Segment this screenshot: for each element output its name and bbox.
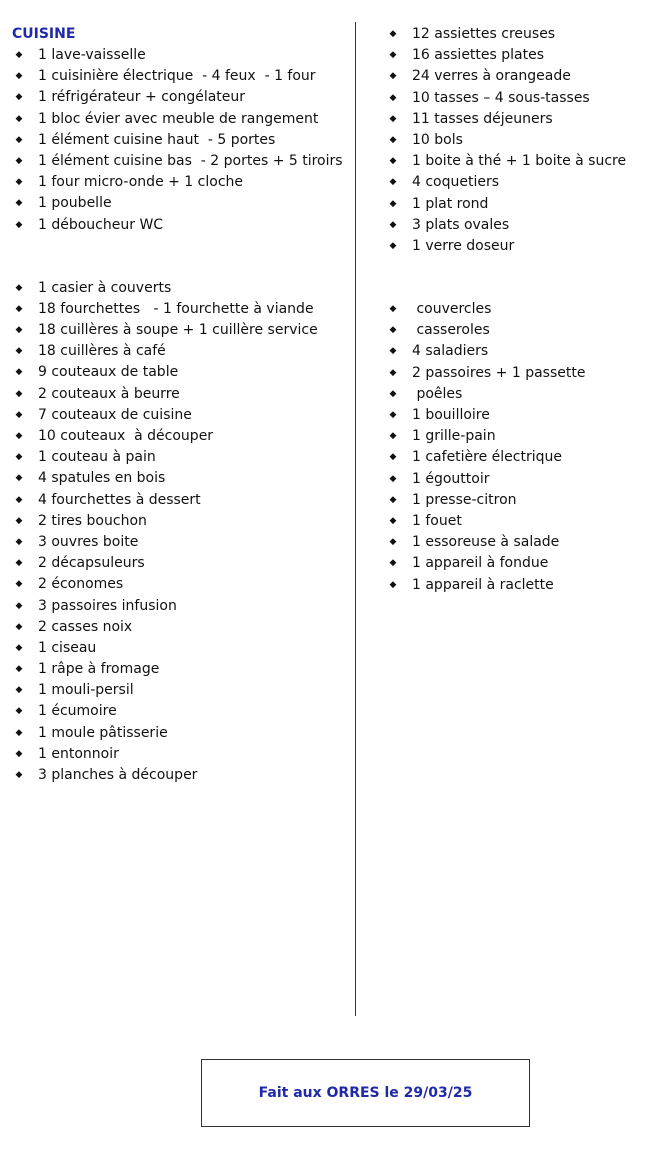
list-item: [12, 659, 352, 680]
bullet-icon: ◆: [15, 558, 23, 569]
list-item: [12, 45, 352, 66]
bullet-icon: ◆: [389, 431, 397, 442]
bullet-icon: ◆: [389, 177, 397, 188]
bullet-icon: ◆: [389, 388, 397, 399]
bullet-icon: ◆: [389, 325, 397, 336]
list-cookware: [386, 299, 656, 596]
bullet-icon: ◆: [389, 473, 397, 484]
list-item: [386, 24, 656, 45]
item-text: 18 cuillères à soupe + 1 cuillère service: [38, 322, 318, 339]
item-text: 7 couteaux de cuisine: [38, 406, 192, 423]
item-text: 3 planches à découper: [38, 767, 198, 783]
bullet-icon: ◆: [389, 92, 397, 103]
item-text: 1 mouli-persil: [38, 682, 134, 699]
list-item: [12, 66, 352, 87]
list-utensils: [12, 278, 352, 787]
list-gap: [12, 236, 352, 278]
bullet-icon: ◆: [389, 452, 397, 463]
bullet-icon: ◆: [15, 325, 23, 336]
list-item: [12, 405, 352, 426]
item-text: 1 poubelle: [38, 195, 112, 212]
item-text: 4 fourchettes à dessert: [38, 491, 201, 508]
bullet-icon: ◆: [15, 452, 23, 463]
right-column: [386, 24, 656, 596]
bullet-icon: ◆: [15, 685, 23, 696]
bullet-icon: ◆: [15, 409, 23, 420]
bullet-icon: ◆: [389, 156, 397, 167]
bullet-icon: ◆: [15, 92, 23, 103]
bullet-icon: ◆: [15, 134, 23, 145]
bullet-icon: ◆: [15, 642, 23, 653]
list-item: [386, 341, 656, 362]
list-item: [12, 341, 352, 362]
list-item: [386, 130, 656, 151]
item-text: 10 couteaux à découper: [38, 428, 214, 444]
item-text: 18 cuillères à café: [38, 343, 166, 360]
item-text: 1 grille-pain: [412, 428, 496, 445]
bullet-icon: ◆: [15, 177, 23, 188]
item-text: 1 déboucheur WC: [38, 216, 164, 233]
list-item: [386, 215, 656, 236]
item-text: 1 égouttoir: [412, 470, 490, 487]
list-item: [12, 87, 352, 108]
list-gap: [386, 257, 656, 299]
bullet-icon: ◆: [389, 410, 397, 420]
bullet-icon: ◆: [389, 29, 397, 39]
bullet-icon: ◆: [389, 219, 397, 230]
list-item: [386, 299, 656, 320]
item-text: 1 bouilloire: [412, 407, 490, 423]
bullet-icon: ◆: [15, 303, 23, 314]
bullet-icon: ◆: [15, 600, 23, 611]
item-text: 16 assiettes plates: [412, 47, 545, 64]
list-item: [12, 130, 352, 151]
item-text: 4 coquetiers: [412, 174, 500, 191]
item-text: 1 élément cuisine haut - 5 portes: [38, 131, 276, 148]
bullet-icon: ◆: [15, 155, 23, 166]
list-item: [386, 511, 656, 532]
item-text: 1 écumoire: [38, 703, 117, 720]
item-text: 1 verre doseur: [412, 237, 515, 254]
bullet-icon: ◆: [15, 473, 23, 484]
footer-text: Fait aux ORRES le 29/03/25: [258, 1085, 473, 1101]
list-item: [386, 363, 656, 384]
item-text: 1 lave-vaisselle: [38, 47, 146, 63]
item-text: 1 boite à thé + 1 boite à sucre: [412, 153, 627, 170]
list-item: [12, 320, 352, 341]
bullet-icon: ◆: [389, 494, 397, 505]
item-text: 2 économes: [38, 576, 124, 593]
list-item: [12, 193, 352, 214]
list-item: [12, 278, 352, 299]
bullet-icon: ◆: [15, 706, 23, 717]
list-item: [386, 384, 656, 405]
list-item: [386, 109, 656, 130]
item-text: 1 essoreuse à salade: [412, 534, 560, 551]
item-text: 3 ouvres boite: [38, 533, 139, 550]
list-item: [386, 172, 656, 193]
item-text: 12 assiettes creuses: [412, 26, 556, 42]
list-item: [386, 320, 656, 341]
bullet-icon: ◆: [15, 113, 23, 124]
item-text: 10 tasses – 4 sous-tasses: [412, 89, 590, 106]
item-text: 1 moule pâtisserie: [38, 724, 168, 741]
list-item: [12, 172, 352, 193]
bullet-icon: ◆: [15, 748, 23, 759]
list-item: [12, 109, 352, 130]
item-text: couvercles: [412, 301, 492, 318]
list-item: [12, 638, 352, 659]
bullet-icon: ◆: [15, 727, 23, 738]
list-item: [386, 532, 656, 553]
bullet-icon: ◆: [389, 71, 397, 82]
list-item: [386, 469, 656, 490]
item-text: 1 couteau à pain: [38, 449, 156, 466]
list-item: [12, 151, 352, 172]
list-item: [12, 680, 352, 701]
bullet-icon: ◆: [389, 515, 397, 526]
bullet-icon: ◆: [389, 113, 397, 124]
item-text: 1 casier à couverts: [38, 279, 172, 296]
list-item: [386, 88, 656, 109]
column-divider: [355, 22, 356, 1016]
bullet-icon: ◆: [15, 198, 23, 209]
list-item: [386, 490, 656, 511]
list-tableware: [386, 24, 656, 257]
bullet-icon: ◆: [15, 388, 23, 399]
list-item: [12, 744, 352, 765]
item-text: 1 entonnoir: [38, 745, 119, 762]
item-text: 1 râpe à fromage: [38, 661, 160, 678]
list-item: [12, 532, 352, 553]
list-item: [386, 575, 656, 596]
list-item: [12, 468, 352, 489]
list-item: [386, 236, 656, 257]
item-text: 2 tires bouchon: [38, 512, 147, 529]
item-text: 4 spatules en bois: [38, 470, 166, 487]
bullet-icon: ◆: [15, 50, 23, 60]
section-title-cuisine: CUISINE: [12, 26, 76, 42]
list-item: [12, 511, 352, 532]
item-text: 9 couteaux de table: [38, 364, 179, 381]
bullet-icon: ◆: [15, 579, 23, 590]
list-item: [386, 447, 656, 468]
list-item: [12, 723, 352, 744]
list-item: [386, 151, 656, 172]
item-text: 1 appareil à fondue: [412, 555, 549, 572]
bullet-icon: ◆: [15, 515, 23, 526]
item-text: 1 bloc évier avec meuble de rangement: [38, 110, 319, 127]
item-text: 3 plats ovales: [412, 216, 510, 233]
list-item: [386, 426, 656, 447]
list-item: [386, 45, 656, 66]
list-item: [12, 596, 352, 617]
item-text: 4 saladiers: [412, 343, 489, 360]
list-item: [12, 574, 352, 595]
left-column: [12, 24, 352, 786]
bullet-icon: ◆: [15, 346, 23, 357]
item-text: 1 cafetière électrique: [412, 449, 563, 466]
bullet-icon: ◆: [15, 494, 23, 505]
list-item: [12, 553, 352, 574]
bullet-icon: ◆: [15, 536, 23, 547]
list-item: [12, 617, 352, 638]
item-text: 1 appareil à raclette: [412, 576, 554, 593]
bullet-icon: ◆: [15, 282, 23, 293]
item-text: poêles: [412, 385, 463, 402]
item-text: 1 élément cuisine bas - 2 portes + 5 tiroirs: [38, 152, 343, 169]
item-text: 2 décapsuleurs: [38, 555, 145, 572]
bullet-icon: ◆: [15, 770, 23, 780]
bullet-icon: ◆: [389, 50, 397, 61]
list-appliances: [12, 45, 352, 236]
list-item: [12, 765, 352, 786]
list-item: [12, 490, 352, 511]
list-item: [386, 194, 656, 215]
bullet-icon: ◆: [389, 537, 397, 548]
item-text: 1 ciseau: [38, 639, 97, 656]
list-item: [12, 701, 352, 722]
bullet-icon: ◆: [389, 558, 397, 569]
bullet-icon: ◆: [15, 219, 23, 230]
item-text: 10 bols: [412, 131, 463, 148]
item-text: 2 couteaux à beurre: [38, 385, 180, 402]
item-text: 3 passoires infusion: [38, 597, 177, 614]
list-item: [12, 447, 352, 468]
list-item: [12, 426, 352, 447]
bullet-icon: ◆: [389, 579, 397, 590]
list-item: [12, 299, 352, 320]
bullet-icon: ◆: [15, 664, 23, 675]
bullet-icon: ◆: [389, 240, 397, 251]
item-text: 1 cuisinière électrique - 4 feux - 1 four: [38, 68, 316, 85]
bullet-icon: ◆: [15, 431, 23, 441]
item-text: 2 casses noix: [38, 618, 133, 635]
signature-box: [201, 1059, 530, 1127]
list-item: [12, 362, 352, 383]
item-text: 1 réfrigérateur + congélateur: [38, 89, 246, 106]
bullet-icon: ◆: [389, 134, 397, 145]
list-item: [386, 553, 656, 574]
item-text: 24 verres à orangeade: [412, 68, 571, 85]
bullet-icon: ◆: [15, 367, 23, 378]
item-text: 2 passoires + 1 passette: [412, 364, 586, 381]
item-text: 18 fourchettes - 1 fourchette à viande: [38, 300, 314, 317]
item-text: 1 plat rond: [412, 195, 489, 212]
bullet-icon: ◆: [389, 367, 397, 378]
item-text: 11 tasses déjeuners: [412, 110, 553, 127]
item-text: 1 fouet: [412, 512, 462, 529]
list-item: [12, 215, 352, 236]
list-item: [386, 405, 656, 426]
bullet-icon: ◆: [389, 346, 397, 357]
item-text: 1 presse-citron: [412, 491, 517, 508]
item-text: casseroles: [412, 322, 490, 339]
bullet-icon: ◆: [389, 304, 397, 315]
bullet-icon: ◆: [389, 198, 397, 209]
item-text: 1 four micro-onde + 1 cloche: [38, 174, 244, 191]
list-item: [12, 384, 352, 405]
bullet-icon: ◆: [15, 621, 23, 632]
bullet-icon: ◆: [15, 71, 23, 82]
list-item: [386, 66, 656, 87]
